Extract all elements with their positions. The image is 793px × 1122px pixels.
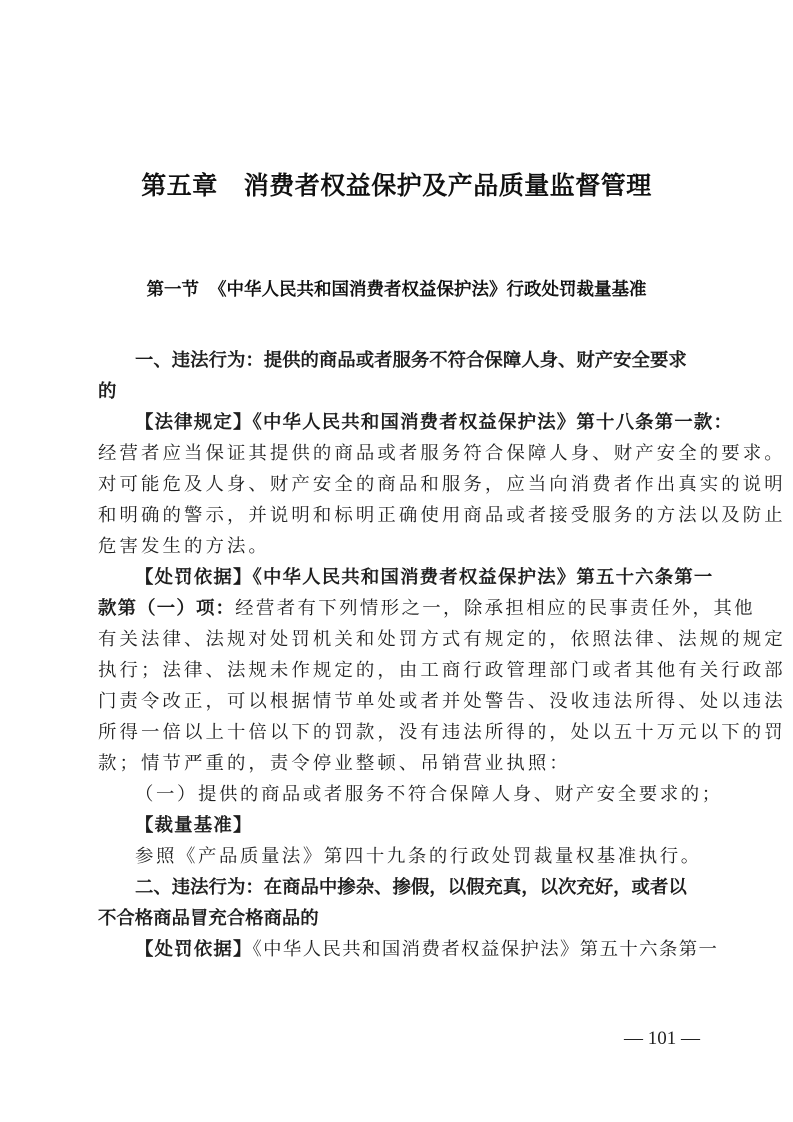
item2-heading-line2: 不合格商品冒充合格商品的 — [98, 908, 319, 929]
item1-legal-provision-heading — [98, 407, 735, 438]
penalty-basis-label: 【处罚依据】 — [135, 939, 253, 960]
legal-provision-reference: 《中华人民共和国消费者权益保护法》第十八条第一款： — [252, 412, 734, 433]
legal-provision-label: 【法律规定】 — [135, 412, 253, 433]
section-name: 《中华人民共和国消费者权益保护法》行政处罚裁量基准 — [209, 280, 647, 300]
item1-legal-text-line: 经营者应当保证其提供的商品或者服务符合保障人身、财产安全的要求。 — [98, 443, 786, 464]
chapter-title — [0, 166, 793, 202]
penalty-basis-reference: 《中华人民共和国消费者权益保护法》第五十六条第一 — [252, 567, 714, 588]
item1-penalty-text-line: 款；情节严重的，责令停业整顿、吊销营业执照： — [98, 753, 571, 774]
item2-penalty-basis-heading — [98, 934, 735, 965]
item1-penalty-text-line: 有关法律、法规对处罚机关和处罚方式有规定的，依照法律、法规的规定 — [98, 629, 786, 650]
item1-clause: （一）提供的商品或者服务不符合保障人身、财产安全要求的； — [135, 784, 723, 805]
penalty-basis-reference-cont: 款第（一）项： — [98, 598, 236, 619]
item1-discretion-label: 【裁量基准】 — [135, 815, 253, 836]
page-number: — 101 — — [624, 1028, 700, 1049]
item1-legal-text-line: 和明确的警示，并说明和标明正确使用商品或者接受服务的方法以及防止 — [98, 505, 786, 526]
penalty-basis-label: 【处罚依据】 — [135, 567, 253, 588]
item1-legal-text-line: 对可能危及人身、财产安全的商品和服务，应当向消费者作出真实的说明 — [98, 474, 786, 495]
chapter-name: 消费者权益保护及产品质量监督管理 — [243, 171, 652, 200]
penalty-text-first: 经营者有下列情形之一，除承担相应的民事责任外，其他 — [235, 598, 755, 619]
item2-heading-line1: 二、违法行为：在商品中掺杂、掺假，以假充真，以次充好，或者以 — [135, 877, 687, 898]
section-number: 第一节 — [146, 280, 199, 300]
item1-penalty-line — [98, 593, 755, 624]
item1-penalty-basis-heading — [98, 562, 735, 593]
item1-legal-text-line: 危害发生的方法。 — [98, 536, 270, 557]
section-title — [0, 276, 793, 301]
item1-heading-line2: 的 — [98, 381, 117, 402]
item1-heading-line1: 一、违法行为：提供的商品或者服务不符合保障人身、财产安全要求 — [135, 350, 687, 371]
item1-penalty-text-line: 门责令改正，可以根据情节单处或者并处警告、没收违法所得、处以违法 — [98, 691, 786, 712]
item1-penalty-text-line: 执行；法律、法规未作规定的，由工商行政管理部门或者其他有关行政部 — [98, 660, 786, 681]
item1-discretion-text: 参照《产品质量法》第四十九条的行政处罚裁量权基准执行。 — [135, 846, 702, 867]
chapter-number: 第五章 — [141, 171, 218, 200]
item1-penalty-text-line: 所得一倍以上十倍以下的罚款，没有违法所得的，处以五十万元以下的罚 — [98, 722, 786, 743]
penalty-basis-reference: 《中华人民共和国消费者权益保护法》第五十六条第一 — [252, 939, 719, 960]
